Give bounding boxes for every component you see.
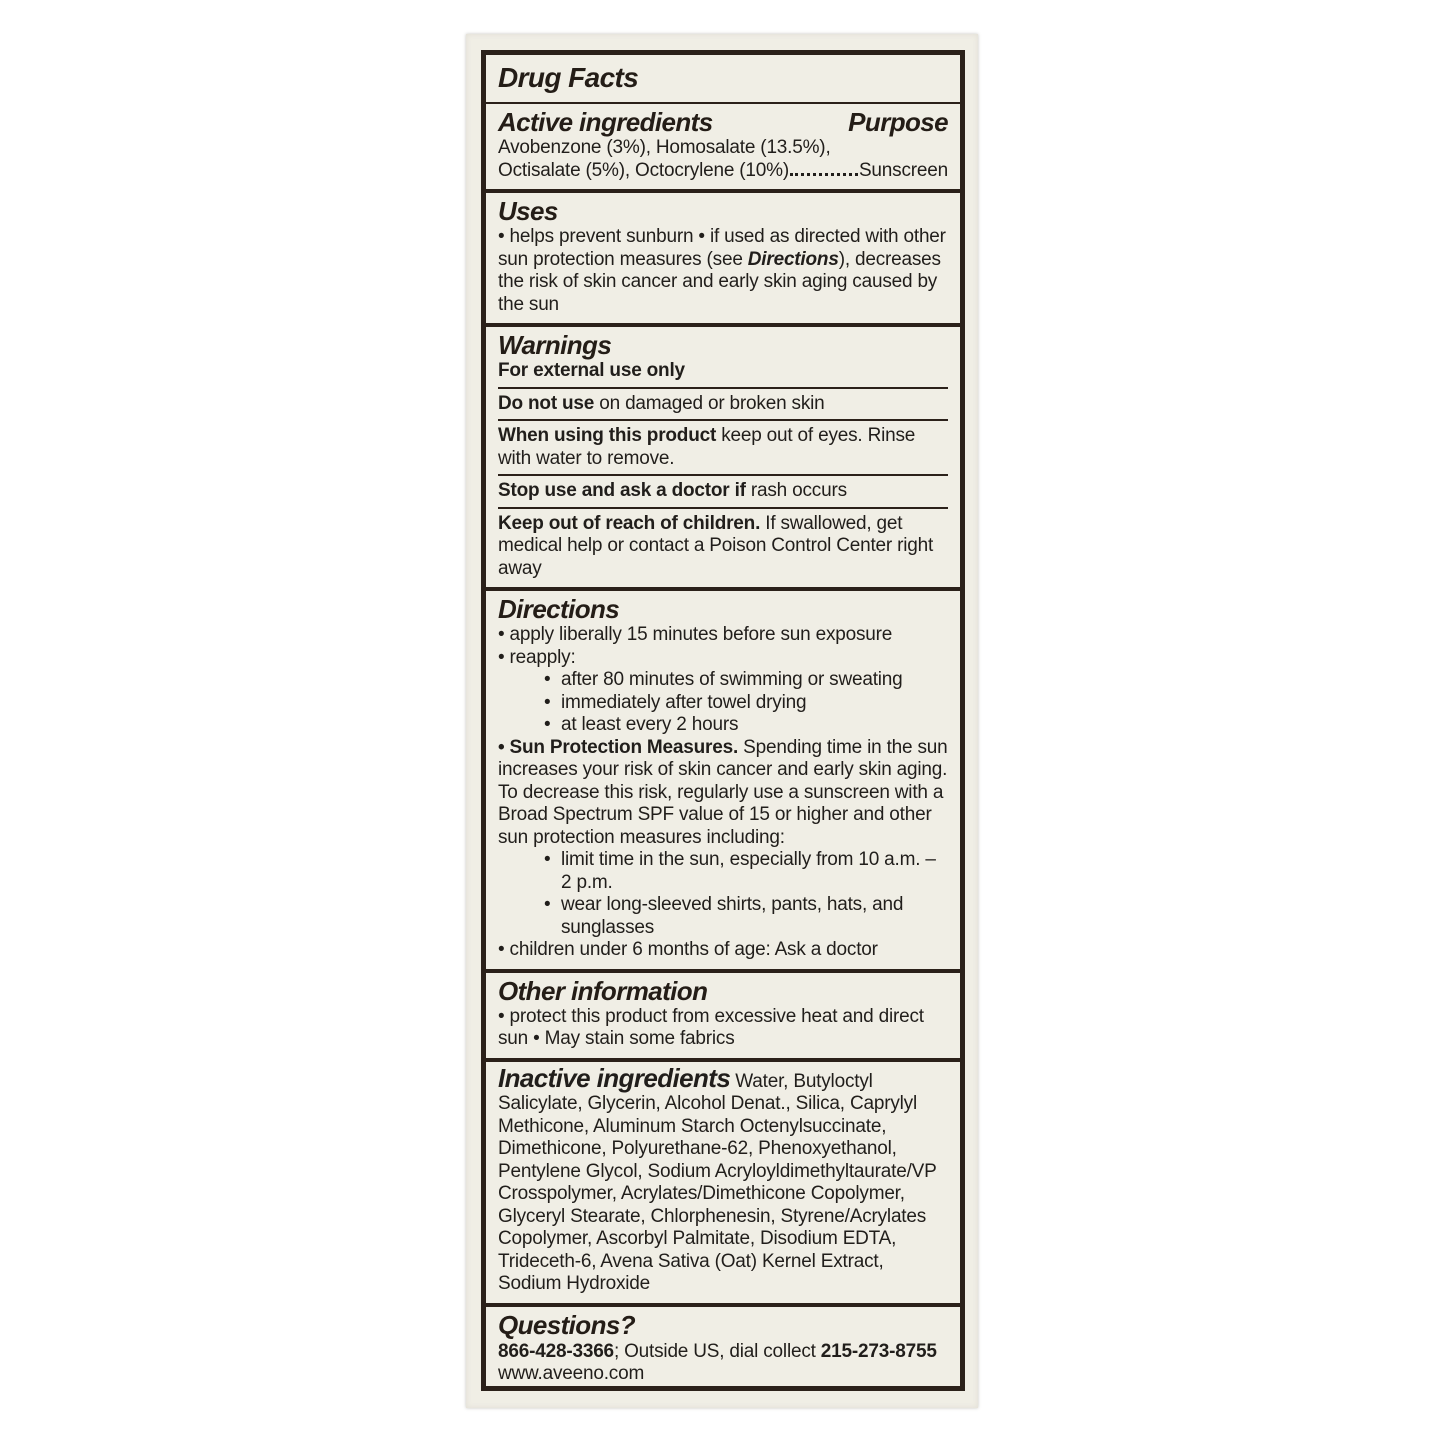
questions-phone-mid-text: ; Outside US, dial collect: [613, 1340, 821, 1362]
uses-text: [498, 226, 948, 316]
bullet-icon: •: [544, 849, 551, 870]
directions-subitem-clothing: [498, 894, 948, 939]
directions-item-children: • children under 6 months of age: Ask a doctor: [498, 939, 878, 960]
directions-subitem-swimming: [498, 669, 948, 692]
website-url: www.aveeno.com: [498, 1363, 645, 1384]
active-ingredients-line2-text: Octisalate (5%), Octocrylene (10%): [498, 159, 789, 181]
phone-number-international: 215-273-8755: [820, 1340, 937, 1362]
warnings-do-not-use-rest: on damaged or broken skin: [594, 392, 825, 414]
directions-subitem-2hours-text: at least every 2 hours: [561, 714, 739, 735]
bullet-icon: •: [544, 691, 551, 713]
uses-heading: Uses: [498, 196, 558, 226]
warnings-when-using: [498, 425, 948, 470]
directions-subitem-towel-text: immediately after towel drying: [561, 691, 807, 713]
warnings-do-not-use: [498, 393, 948, 416]
dotted-leader: [790, 173, 858, 176]
directions-subitem-clothing-text: wear long-sleeved shirts, pants, hats, and sunglasses: [561, 894, 904, 938]
directions-subitem-2hours: [498, 714, 948, 737]
active-ingredients-line2: [498, 160, 948, 183]
directions-item-reapply: • reapply:: [498, 646, 576, 668]
active-ingredients-heading: Active ingredients: [498, 107, 713, 137]
active-ingredients-line1: Avobenzone (3%), Homosalate (13.5%),: [498, 137, 831, 158]
purpose-heading: Purpose: [848, 107, 948, 137]
drug-facts-label: [466, 34, 978, 1408]
warnings-divider: [498, 387, 948, 389]
warnings-stop-use: [498, 480, 948, 503]
bullet-icon: •: [544, 714, 551, 735]
warnings-external-use: For external use only: [498, 360, 685, 381]
directions-item-sun-protection: [498, 737, 948, 850]
active-ingredients-heading-row: [498, 107, 948, 137]
directions-subitem-limit-time-text: limit time in the sun, especially from 10 a.m. – 2 p.m.: [561, 849, 936, 893]
section-active-ingredients: [486, 102, 960, 189]
section-warnings: [486, 323, 960, 587]
warnings-do-not-use-lead: Do not use: [498, 392, 595, 414]
section-inactive-ingredients: [486, 1058, 960, 1303]
uses-directions-ref: Directions: [747, 248, 839, 270]
other-information-heading: Other information: [498, 975, 708, 1006]
directions-sun-protection-rest: Spending time in the sun increases your risk of skin cancer and early skin aging. To decrease this risk, regularly use a sunscreen with a Broad Spectrum SPF value of 15 or higher and other sun protection measures including:: [498, 736, 948, 848]
bullet-icon: •: [544, 894, 551, 915]
directions-subitem-towel: [498, 692, 948, 715]
directions-subitem-limit-time: [498, 849, 948, 894]
other-information-text: • protect this product from excessive heat and direct sun • May stain some fabrics: [498, 1005, 924, 1049]
inactive-ingredients-text: Water, Butyloctyl Salicylate, Glycerin, Alcohol Denat., Silica, Caprylyl Methicone, Aluminum Starch Octenylsuccinate, Dimethicone, Polyurethane-62, Phenoxyethanol, Pentylene Glycol, Sodium Acryloyldimethyltaurate/VP Crosspolymer, Acrylates/Dimethicone Copolymer, Glyceryl Stearate, Chlorphenesin, Styrene/Acrylates Copolymer, Ascorbyl Palmitate, Disodium EDTA, Trideceth-6, Avena Sativa (Oat) Kernel Extract, Sodium Hydroxide: [498, 1070, 937, 1294]
warnings-keep-out-rest: If swallowed, get medical help or contact a Poison Control Center right away: [498, 512, 934, 579]
warnings-heading: Warnings: [498, 330, 612, 360]
directions-heading: Directions: [498, 594, 620, 624]
warnings-keep-out-lead: Keep out of reach of children.: [498, 512, 761, 534]
directions-subitem-swimming-text: after 80 minutes of swimming or sweating: [561, 669, 903, 690]
uses-text-post: ), decreases the risk of skin cancer and early skin aging caused by the sun: [498, 248, 941, 315]
section-other-information: [486, 969, 960, 1058]
warnings-stop-use-lead: Stop use and ask a doctor if: [498, 480, 746, 501]
warnings-divider: [498, 474, 948, 476]
uses-text-pre: • helps prevent sunburn • if used as directed with other sun protection measures (see: [498, 226, 946, 270]
directions-item-apply: • apply liberally 15 minutes before sun exposure: [498, 624, 893, 645]
inactive-ingredients-heading: Inactive ingredients: [498, 1062, 731, 1093]
section-directions: [486, 587, 960, 969]
warnings-keep-out: [498, 513, 948, 581]
directions-sun-protection-lead: • Sun Protection Measures.: [498, 736, 739, 758]
section-questions: [486, 1303, 960, 1392]
warnings-divider: [498, 507, 948, 509]
questions-phone-line: [498, 1341, 948, 1364]
drug-facts-box: [481, 50, 965, 1391]
section-uses: [486, 189, 960, 323]
phone-number-us: 866-428-3366: [498, 1340, 614, 1362]
warnings-stop-use-rest: rash occurs: [745, 480, 847, 501]
warnings-divider: [498, 419, 948, 421]
inactive-ingredients-paragraph: [498, 1062, 948, 1296]
purpose-value: Sunscreen: [858, 159, 948, 181]
warnings-when-using-rest: keep out of eyes. Rinse with water to remove.: [498, 425, 916, 469]
section-header: [486, 55, 960, 102]
questions-heading: Questions?: [498, 1309, 636, 1340]
warnings-when-using-lead: When using this product: [498, 425, 717, 446]
bullet-icon: •: [544, 669, 551, 690]
drug-facts-title: Drug Facts: [498, 62, 639, 93]
